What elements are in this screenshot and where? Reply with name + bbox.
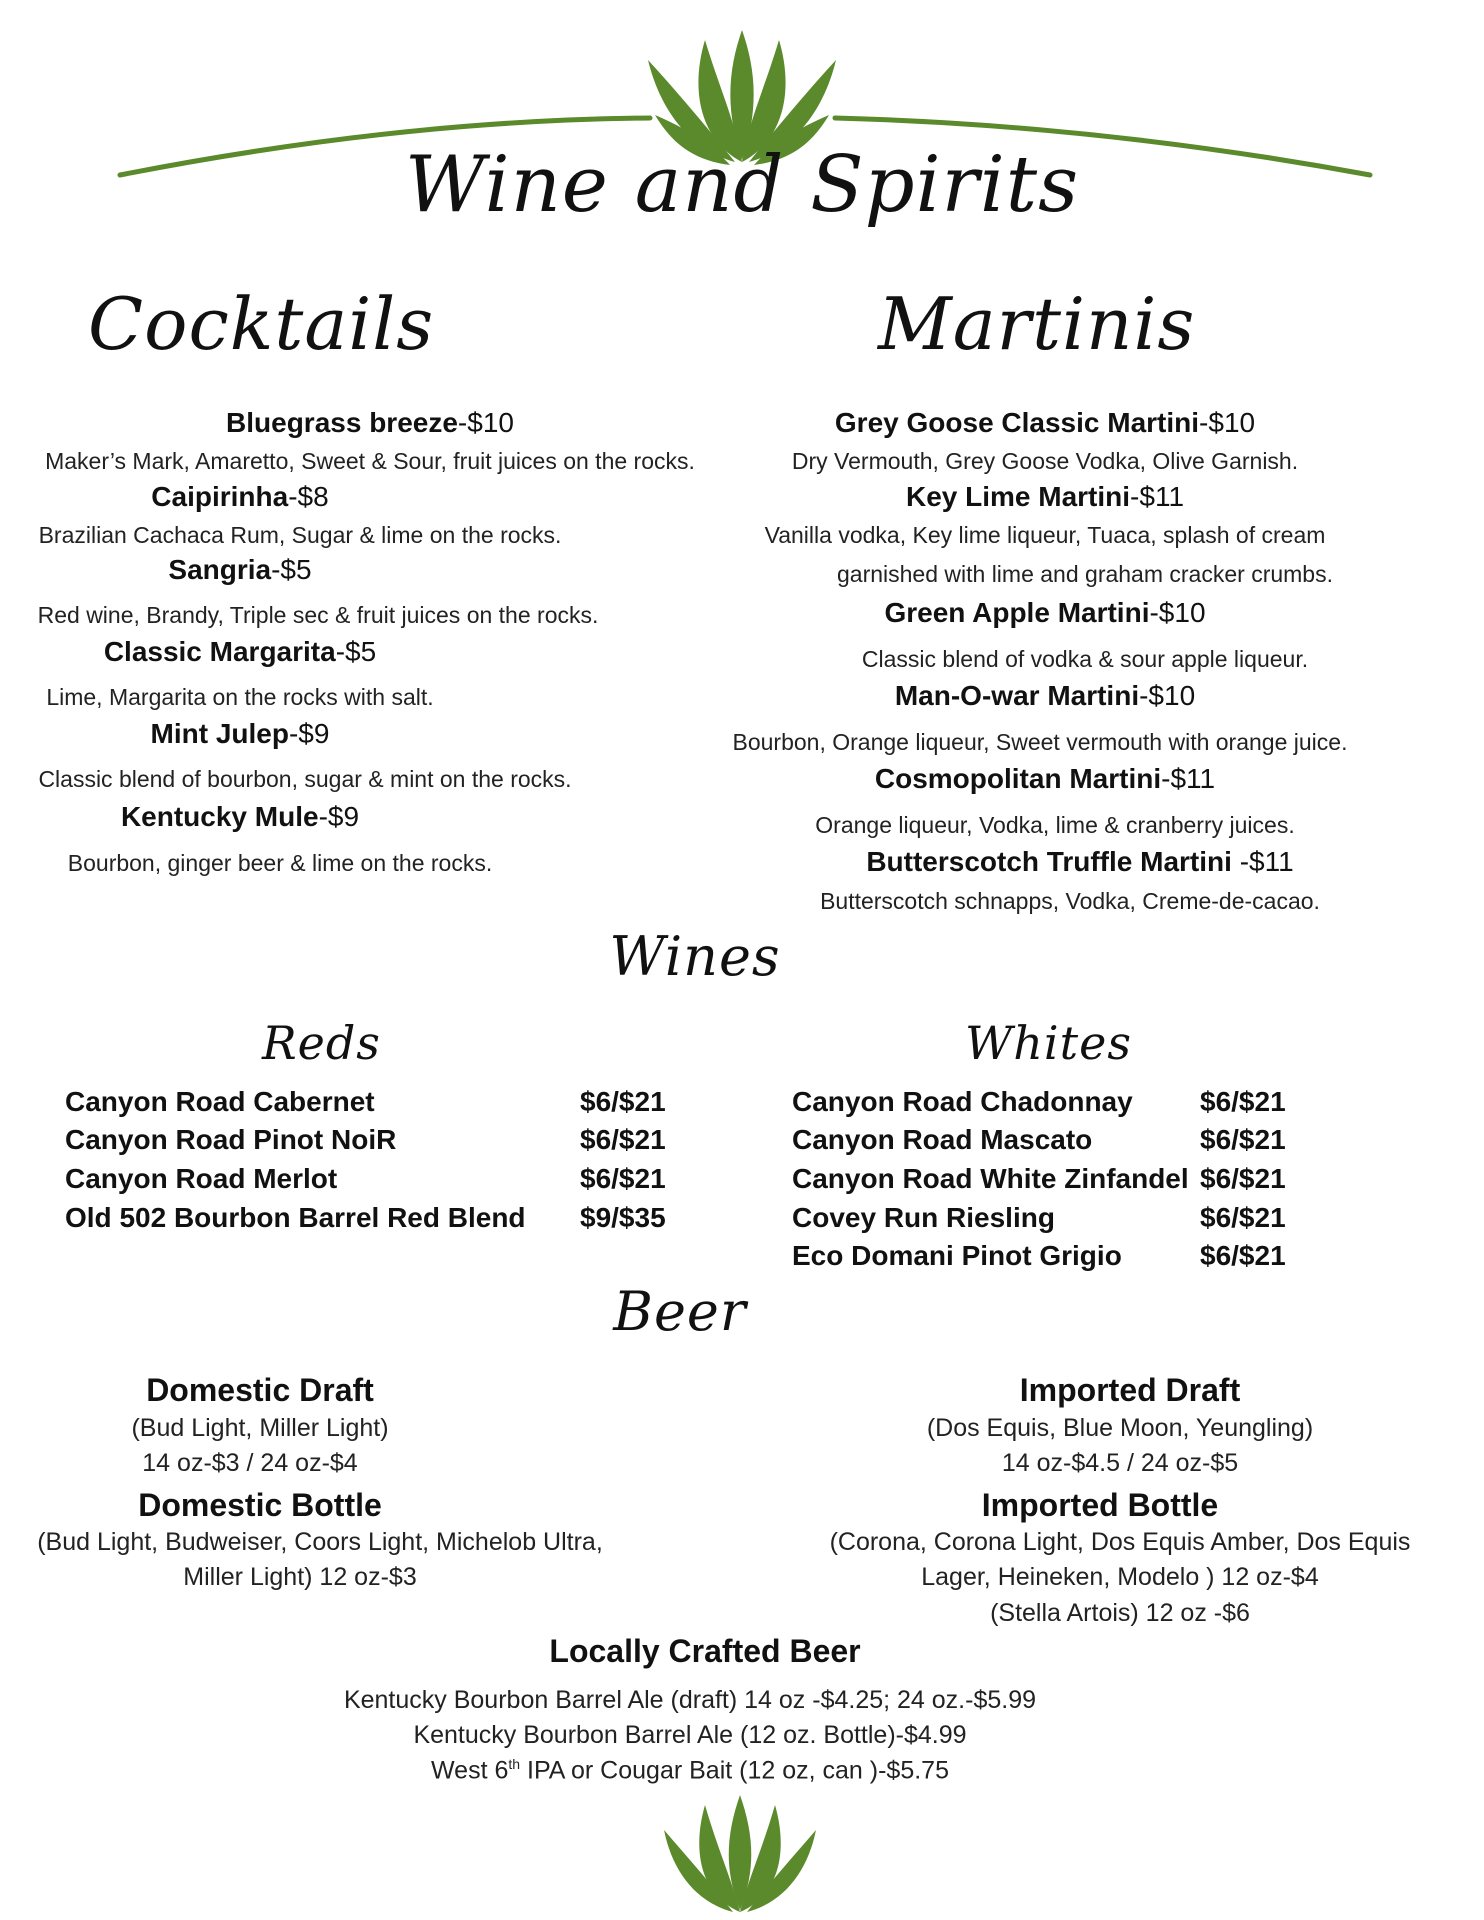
martini-desc-4: Bourbon, Orange liqueur, Sweet vermouth with orange juice. [732,729,1348,755]
page-title: Wine and Spirits [404,140,1080,230]
martini-desc-2b: garnished with lime and graham cracker crumbs. [837,561,1333,587]
white-wine-name-3: Canyon Road White Zinfandel [792,1163,1189,1194]
martini-name-6: Butterscotch Truffle Martini -$11 [866,846,1294,877]
white-wine-price-4: $6/$21 [1200,1202,1286,1233]
martini-desc-3: Classic blend of vodka & sour apple liqueur. [861,646,1309,672]
wines-heading: Wines [609,925,781,988]
cocktail-desc-5: Classic blend of bourbon, sugar & mint on the rocks. [38,766,572,792]
white-wine-name-2: Canyon Road Mascato [792,1124,1093,1155]
white-wine-price-3: $6/$21 [1200,1163,1286,1194]
reds-heading: Reds [262,1016,381,1070]
cocktail-desc-3: Red wine, Brandy, Triple sec & fruit juices on the rocks. [37,602,599,628]
cocktail-desc-4: Lime, Margarita on the rocks with salt. [46,684,434,710]
martinis-heading: Martinis [878,282,1196,366]
imported-bottle-title: Imported Bottle [981,1487,1219,1523]
cocktail-desc-6: Bourbon, ginger beer & lime on the rocks. [67,850,493,876]
cocktails-heading: Cocktails [88,282,435,366]
martini-name-1: Grey Goose Classic Martini-$10 [834,407,1256,438]
cocktail-desc-2: Brazilian Cachaca Rum, Sugar & lime on the rocks. [38,522,562,548]
beer-heading: Beer [613,1280,747,1343]
red-wine-price-2: $6/$21 [580,1124,666,1155]
cocktail-name-2: Caipirinha-$8 [151,481,329,512]
cocktail-name-5: Mint Julep-$9 [150,718,330,749]
red-wine-price-1: $6/$21 [580,1086,666,1117]
local-beer-line1: Kentucky Bourbon Barrel Ale (draft) 14 oz -$4.25; 24 oz.-$5.99 [343,1686,1037,1714]
red-wine-name-4: Old 502 Bourbon Barrel Red Blend [65,1202,526,1233]
domestic-draft-brands: (Bud Light, Miller Light) [131,1414,389,1442]
cocktail-name-1: Bluegrass breeze-$10 [226,407,514,438]
imported-bottle-line1: (Corona, Corona Light, Dos Equis Amber, Dos Equis [829,1528,1411,1556]
local-beer-line3: West 6th IPA or Cougar Bait (12 oz, can )-$5.75 [431,1756,949,1785]
cocktail-name-6: Kentucky Mule-$9 [120,801,360,832]
martini-desc-5: Orange liqueur, Vodka, lime & cranberry juices. [815,812,1295,838]
imported-draft-brands: (Dos Equis, Blue Moon, Yeungling) [926,1414,1314,1442]
imported-draft-title: Imported Draft [1019,1372,1241,1408]
martini-name-3: Green Apple Martini-$10 [884,597,1206,628]
whites-heading: Whites [965,1016,1132,1070]
domestic-draft-title: Domestic Draft [146,1372,374,1408]
martini-name-2: Key Lime Martini-$11 [905,481,1185,512]
martini-name-4: Man-O-war Martini-$10 [894,680,1196,711]
red-wine-price-3: $6/$21 [580,1163,666,1194]
domestic-bottle-title: Domestic Bottle [138,1487,382,1523]
martini-desc-2: Vanilla vodka, Key lime liqueur, Tuaca, splash of cream [764,522,1326,548]
red-wine-price-4: $9/$35 [580,1202,666,1233]
white-wine-price-5: $6/$21 [1200,1240,1286,1271]
white-wine-price-2: $6/$21 [1200,1124,1286,1155]
cocktail-name-4: Classic Margarita-$5 [103,636,377,667]
local-beer-title: Locally Crafted Beer [549,1633,861,1669]
bottom-ornament [660,1790,820,1915]
white-wine-name-4: Covey Run Riesling [792,1202,1055,1233]
local-beer-line2: Kentucky Bourbon Barrel Ale (12 oz. Bottle)-$4.99 [413,1721,967,1749]
white-wine-name-5: Eco Domani Pinot Grigio [792,1240,1122,1271]
white-wine-name-1: Canyon Road Chadonnay [792,1086,1133,1117]
domestic-bottle-line2: Miller Light) 12 oz-$3 [183,1563,417,1591]
lotus-leaf-icon [664,1795,816,1912]
imported-bottle-line2: Lager, Heineken, Modelo ) 12 oz-$4 [921,1563,1319,1591]
red-wine-name-3: Canyon Road Merlot [65,1163,338,1194]
white-wine-price-1: $6/$21 [1200,1086,1286,1117]
martini-desc-1: Dry Vermouth, Grey Goose Vodka, Olive Garnish. [791,448,1299,474]
cocktail-desc-1: Maker’s Mark, Amaretto, Sweet & Sour, fruit juices on the rocks. [45,448,695,474]
domestic-draft-prices: 14 oz-$3 / 24 oz-$4 [142,1449,358,1477]
imported-bottle-line3: (Stella Artois) 12 oz -$6 [990,1599,1250,1627]
martini-desc-6: Butterscotch schnapps, Vodka, Creme-de-cacao. [820,888,1320,914]
imported-draft-prices: 14 oz-$4.5 / 24 oz-$5 [1001,1449,1239,1477]
cocktail-name-3: Sangria-$5 [168,554,312,585]
red-wine-name-1: Canyon Road Cabernet [65,1086,375,1117]
domestic-bottle-line1: (Bud Light, Budweiser, Coors Light, Michelob Ultra, [37,1528,603,1556]
red-wine-name-2: Canyon Road Pinot NoiR [65,1124,397,1155]
martini-name-5: Cosmopolitan Martini-$11 [874,763,1216,794]
